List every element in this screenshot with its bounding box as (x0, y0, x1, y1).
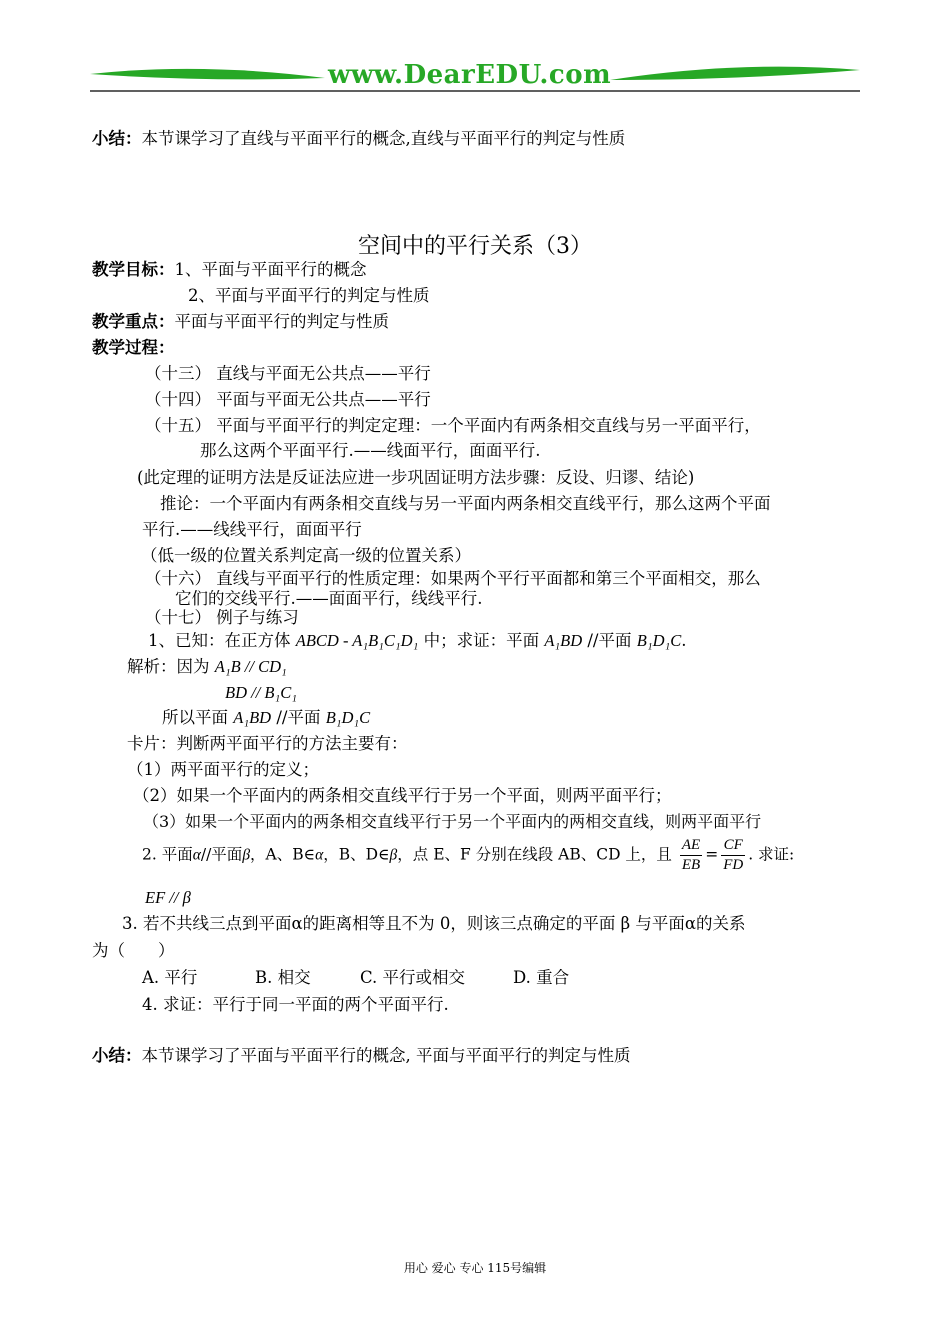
ex4-line: 4. 求证：平行于同一平面的两个平面平行. (142, 995, 449, 1014)
ex2-equals: = (705, 845, 719, 864)
focus-row (92, 311, 389, 333)
ex3-option-a: A. 平行 (142, 968, 198, 987)
goals-label: 教学目标： (92, 260, 175, 279)
ex1-solution-eq2: BD // B₁C₁ (225, 683, 297, 702)
site-logo-text: www.DearEDU.com (328, 60, 612, 90)
ex1-cube: ABCD - A₁B₁C₁D₁ (295, 631, 419, 650)
goals-row-1 (92, 259, 367, 281)
summary-1-label: 小结： (92, 129, 142, 148)
ex2-text-1: 2. 平面 (142, 845, 193, 864)
ex2-den-1: EB (681, 857, 701, 873)
ex2-num-2: CF (721, 836, 745, 856)
ex1-so-plane-word: 平面 (287, 708, 321, 727)
line-low-high: （低一级的位置关系判定高一级的位置关系） (141, 546, 471, 565)
ex1-text-1: 1、已知：在正方体 (148, 631, 291, 650)
ex2-conclusion: EF // β (145, 888, 191, 907)
ex3-option-b: B. 相交 (255, 968, 311, 987)
ex3-option-c: C. 平行或相交 (360, 968, 466, 987)
line-corollary-b: 平行.——线线平行，面面平行 (142, 520, 362, 539)
ex3-line-b: 为（ ） (92, 941, 175, 960)
ex2-text-5: ，点 E、F 分别在线段 AB、CD 上，且 (397, 845, 672, 864)
ex1-text-2: 中；求证：平面 (423, 631, 540, 650)
ex2-num-1: AE (680, 836, 702, 856)
card-method-1: （1）两平面平行的定义； (127, 760, 319, 779)
ex2-text-4: ，B、D∈ (323, 845, 390, 864)
line-s16a: （十六） 直线与平面平行的性质定理：如果两个平行平面都和第三个平面相交，那么 (145, 569, 761, 588)
ex2-fraction-1 (680, 836, 702, 875)
ex3-line-a: 3. 若不共线三点到平面α的距离相等且不为 0，则该三点确定的平面 β 与平面α的关系 (122, 914, 746, 933)
ex2-alpha-2: α (315, 846, 324, 864)
example-2 (142, 836, 794, 875)
line-corollary-a: 推论：一个平面内有两条相交直线与另一平面内两条相交直线平行，那么这两个平面 (160, 494, 771, 513)
ex1-plane-a: A₁BD (544, 631, 583, 650)
line-s16b: 它们的交线平行.——面面平行，线线平行. (175, 589, 483, 608)
ex2-den-2: FD (723, 857, 744, 873)
line-s13: （十三） 直线与平面无公共点——平行 (145, 364, 431, 383)
focus-label: 教学重点： (92, 312, 175, 331)
summary-1-text: 本节课学习了直线与平面平行的概念,直线与平面平行的判定与性质 (141, 129, 626, 148)
ex2-text-3: ，A、B∈ (250, 845, 316, 864)
ex1-so-text: 所以平面 (162, 708, 228, 727)
summary-2 (92, 1045, 631, 1067)
ex2-alpha: α (192, 846, 201, 864)
summary-2-label: 小结： (92, 1046, 142, 1065)
ex1-so-plane-a: A₁BD (233, 708, 272, 727)
ex1-end: . (681, 631, 687, 650)
ex1-solution-label: 解析：因为 (127, 657, 210, 676)
ex2-beta: β (242, 846, 251, 864)
ex3-option-d: D. 重合 (513, 968, 570, 987)
line-proof-note: (此定理的证明方法是反证法应进一步巩固证明方法步骤：反设、归谬、结论) (137, 468, 695, 487)
ex2-text-2: //平面 (200, 845, 243, 864)
ex1-text-3: 平面 (598, 631, 632, 650)
page-footer: 用心 爱心 专心 115号编辑 (403, 1261, 547, 1275)
ex2-text-6: . 求证: (748, 845, 795, 864)
card-method-2: （2）如果一个平面内的两条相交直线平行于另一个平面，则两平面平行； (133, 786, 672, 805)
line-s14: （十四） 平面与平面无公共点——平行 (145, 390, 431, 409)
card-title: 卡片：判断两平面平行的方法主要有： (127, 734, 408, 753)
ex1-so-plane-b: B₁D₁C (325, 708, 371, 727)
ex2-fraction-2 (721, 836, 745, 875)
ex1-solution-1 (127, 656, 287, 678)
process-label: 教学过程： (92, 338, 175, 357)
ex1-so-par: // (276, 708, 288, 727)
ex2-beta-2: β (389, 846, 398, 864)
summary-2-text: 本节课学习了平面与平面平行的概念, 平面与平面平行的判定与性质 (141, 1046, 631, 1065)
section-title: 空间中的平行关系（3） (358, 234, 592, 259)
example-1 (148, 630, 686, 652)
ex1-solution-3 (162, 707, 370, 729)
focus-text: 平面与平面平行的判定与性质 (174, 312, 389, 331)
card-method-3: （3）如果一个平面内的两条相交直线平行于另一个平面内的两相交直线，则两平面平行 (143, 812, 762, 831)
ex1-solution-eq1: A₁B // CD₁ (214, 657, 287, 676)
line-s15a: （十五） 平面与平面平行的判定定理：一个平面内有两条相交直线与另一平面平行， (145, 416, 761, 435)
line-s15b: 那么这两个平面平行.——线面平行，面面平行. (200, 441, 541, 460)
line-s17: （十七） 例子与练习 (145, 608, 299, 627)
summary-1 (92, 128, 625, 150)
goal-item-1: 1、平面与平面平行的概念 (174, 260, 367, 279)
ex1-plane-b: B₁D₁C (636, 631, 682, 650)
goal-item-2: 2、平面与平面平行的判定与性质 (188, 286, 430, 305)
ex1-parallel-sign: // (587, 631, 599, 650)
